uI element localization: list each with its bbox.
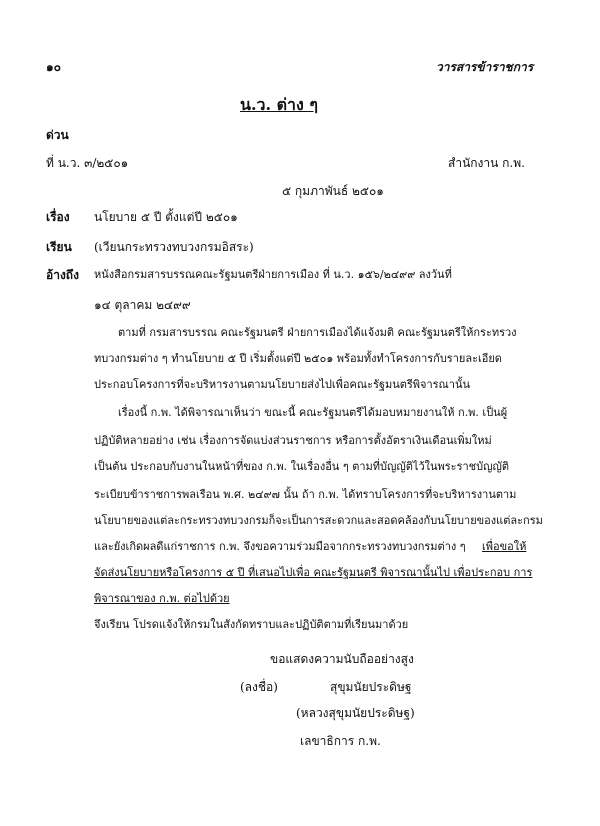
- signatory-position: เลขาธิการ ก.พ.: [300, 734, 381, 748]
- paragraph-1-line: ตามที่ กรมสารบรรณ คณะรัฐมนตรี ฝ่ายการเมืองได้แจ้งมติ คณะรัฐมนตรีให้กระทรวง: [118, 326, 517, 339]
- paragraph-3: จึงเรียน โปรดแจ้งให้กรมในสังกัดทราบและปฏิบัติตามที่เรียนมาด้วย: [94, 618, 409, 631]
- paragraph-2-line: ระเบียบข้าราชการพลเรือน พ.ศ. ๒๔๙๗ นั้น ถ้า ก.พ. ได้ทราบโครงการที่จะบริหารงานตาม: [94, 488, 517, 501]
- reference-date: ๑๔ ตุลาคม ๒๔๙๙: [94, 298, 191, 312]
- paragraph-2-line: เป็นต้น ประกอบกับงานในหน้าที่ของ ก.พ. ในเรื่องอื่น ๆ ตามที่บัญญัติไว้ในพระราชบัญญัติ: [94, 460, 510, 473]
- paragraph-1-line: ทบวงกรมต่าง ๆ ทำนโยบาย ๕ ปี เริ่มตั้งแต่ปี ๒๕๐๑ พร้อมทั้งทำโครงการกับรายละเอียด: [94, 352, 502, 365]
- page-number: ๑๐: [46, 60, 61, 74]
- to-value: (เวียนกระทรวงทบวงกรมอิสระ): [94, 240, 254, 254]
- subject-label: เรื่อง: [46, 210, 70, 224]
- paragraph-2-line: พิจารณาของ ก.พ. ต่อไปด้วย: [94, 592, 230, 605]
- paragraph-2-line: นโยบายของแต่ละกระทรวงทบวงกรมก็จะเป็นการสะดวกและสอดคล้องกับนโยบายของแต่ละกรม: [94, 514, 543, 527]
- issuing-office: สำนักงาน ก.พ.: [448, 156, 525, 170]
- reference-number: ที่ น.ว. ๓/๒๕๐๑: [46, 156, 129, 170]
- closing-regards: ขอแสดงความนับถืออย่างสูง: [270, 652, 414, 666]
- paragraph-2-line: จัดส่งนโยบายหรือโครงการ ๕ ปี ที่เสนอไปเพื่อ คณะรัฐมนตรี พิจารณานั้นไป เพื่อประกอบ การ: [94, 566, 533, 579]
- urgency-label: ด่วน: [46, 128, 69, 142]
- paragraph-1-line: ประกอบโครงการที่จะบริหารงานตามนโยบายส่งไปเพื่อคณะรัฐมนตรีพิจารณานั้น: [94, 378, 470, 391]
- paragraph-2-line: และยังเกิดผลดีแก่ราชการ ก.พ. จึงขอความร่วมมือจากกระทรวงทบวงกรมต่าง ๆ: [94, 540, 466, 553]
- paragraph-2-line: ปฏิบัติหลายอย่าง เช่น เรื่องการจัดแบ่งส่วนราชการ หรือการตั้งอัตราเงินเดือนเพิ่มใหม่: [94, 434, 492, 447]
- journal-name: วารสารข้าราชการ: [436, 60, 534, 74]
- paragraph-2-underlined-tail: เพื่อขอให้: [482, 540, 527, 553]
- signed-label: (ลงชื่อ): [240, 680, 278, 694]
- to-label: เรียน: [46, 240, 72, 254]
- paragraph-2-line: เรื่องนี้ ก.พ. ได้พิจารณาเห็นว่า ขณะนี้ คณะรัฐมนตรีได้มอบหมายงานให้ ก.พ. เป็นผู้: [118, 406, 508, 419]
- document-title: น.ว. ต่าง ๆ: [240, 95, 318, 114]
- reference-value: หนังสือกรมสารบรรณคณะรัฐมนตรีฝ่ายการเมือง ที่ น.ว. ๑๕๖/๒๔๙๙ ลงวันที่: [94, 268, 452, 281]
- subject-value: นโยบาย ๕ ปี ตั้งแต่ปี ๒๕๐๑: [94, 210, 238, 224]
- reference-label: อ้างถึง: [46, 268, 79, 282]
- printed-name: (หลวงสุขุมนัยประดิษฐ): [296, 706, 415, 720]
- document-date: ๕ กุมภาพันธ์ ๒๕๐๑: [282, 184, 384, 198]
- signature-name: สุขุมนัยประดิษฐ: [330, 680, 412, 694]
